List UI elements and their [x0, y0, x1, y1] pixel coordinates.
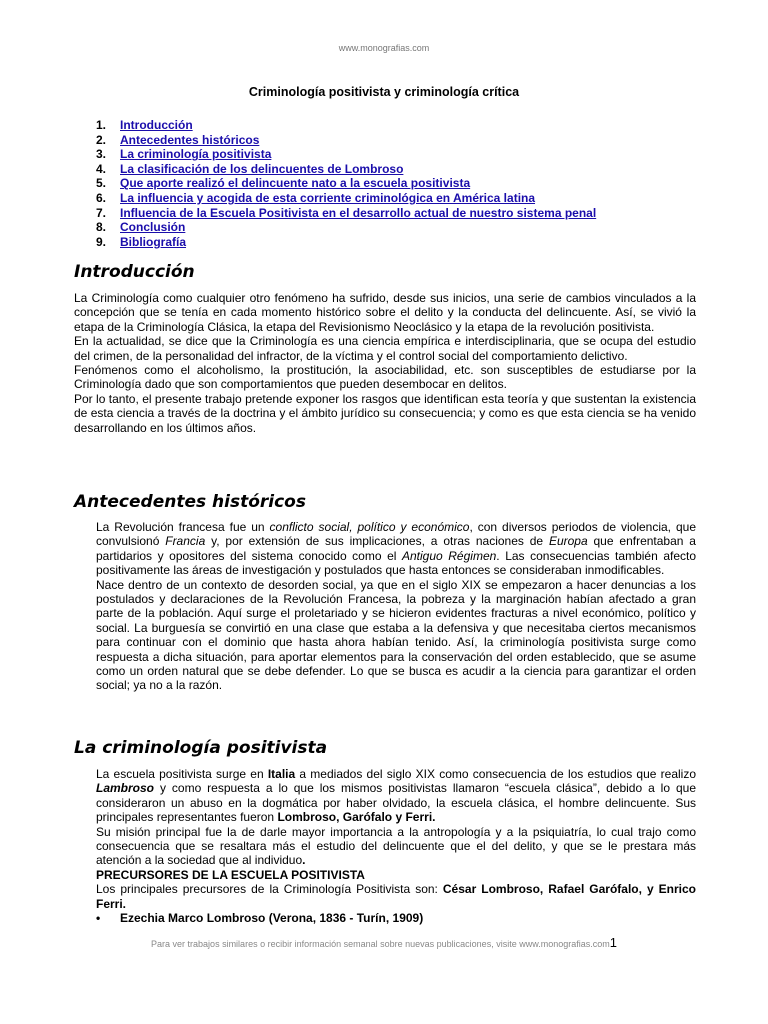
toc-link-introduccion[interactable]: Introducción	[120, 118, 193, 132]
toc-link-bibliografia[interactable]: Bibliografía	[120, 234, 187, 249]
toc-item: 6. La influencia y acogida de esta corriente criminológica en América latina	[96, 190, 536, 205]
toc-item: 4. La clasificación de los delincuentes de Lombroso	[96, 161, 404, 176]
site-header: www.monografias.com	[338, 43, 430, 53]
toc-item: 2. Antecedentes históricos	[96, 132, 260, 147]
toc-link-criminologia-positivista[interactable]: La criminología positivista	[120, 147, 272, 162]
toc-item: 5. Que aporte realizó el delincuente nato a la escuela positivista	[96, 176, 471, 191]
toc-link-conclusion[interactable]: Conclusión	[120, 220, 186, 235]
antecedentes-body	[96, 520, 696, 693]
document-title: Criminología positivista y criminología crítica	[248, 85, 520, 99]
toc-link-aporte[interactable]: Que aporte realizó el delincuente nato a la escuela positivista	[120, 176, 471, 191]
positivista-body	[96, 767, 696, 925]
paragraph: Los principales precursores de la Criminología Positivista son: César Lombroso, Rafael Garófalo, y Enrico Ferri.	[96, 882, 696, 911]
paragraph: La escuela positivista surge en Italia a mediados del siglo XIX como consecuencia de los estudios que realizo Lambroso y como respuesta a lo que los mismos positivistas llamaron “escuela clásica”, debido a lo que consideraron un abuso en la dogmática por haber olvidado, la escuela clásica, el hombre delincuente. Sus principales representantes fueron Lombroso, Garófalo y Ferri.	[96, 767, 696, 825]
page-number: 1	[609, 935, 617, 950]
table-of-contents	[96, 118, 596, 249]
paragraph: La Criminología como cualquier otro fenómeno ha sufrido, desde sus inicios, una serie de cambios vinculados a la concepción que se tenía en cada momento histórico sobre el delito y la conducta del delincuente. Así, se vivió la etapa de la Criminología Clásica, la etapa del Revisionismo Neoclásico y la etapa de la revolución positivista.	[74, 291, 696, 334]
toc-item: 8. Conclusión	[96, 220, 186, 235]
paragraph: Fenómenos como el alcoholismo, la prostitución, la asociabilidad, etc. son susceptibles de estudiarse por la Criminología dado que son comportamientos que pueden desembocar en delitos.	[74, 363, 696, 392]
bullet-item: • Ezechia Marco Lombroso (Verona, 1836 - Turín, 1909)	[96, 911, 424, 926]
paragraph: En la actualidad, se dice que la Criminología es una ciencia empírica e interdisciplinaria, que se ocupa del estudio del crimen, de la personalidad del infractor, de la víctima y el control social del comportamiento delictivo.	[74, 334, 696, 363]
toc-link-clasificacion[interactable]: La clasificación de los delincuentes de Lombroso	[120, 161, 404, 176]
toc-item: 3. La criminología positivista	[96, 147, 272, 162]
paragraph: Su misión principal fue la de darle mayor importancia a la antropología y a la psiquiatría, lo cual trajo como consecuencia que se resaltara más el estudio del delincuente que el del delito, y que se le prestara más atención a la sociedad que al individuo.	[96, 824, 696, 868]
section-heading-antecedentes: Antecedentes históricos	[74, 492, 306, 512]
intro-body	[74, 291, 696, 435]
section-heading-criminologia-positivista: La criminología positivista	[74, 738, 328, 758]
subheading-precursores: PRECURSORES DE LA ESCUELA POSITIVISTA	[96, 867, 365, 882]
toc-item: 9. Bibliografía	[96, 234, 187, 249]
paragraph: La Revolución francesa fue un conflicto social, político y económico, con diversos periodos de violencia, que convulsionó Francia y, por extensión de sus implicaciones, a otras naciones de Europa que enfrentaban a partidarios y opositores del sistema conocido como el Antiguo Régimen. Las consecuencias también afecto positivamente las áreas de investigación y postulados que hasta entonces se consideraban inmodificables.	[96, 520, 697, 578]
paragraph: Nace dentro de un contexto de desorden social, ya que en el siglo XIX se empezaron a hacer denuncias a los postulados y declaraciones de la Revolución Francesa, la pobreza y la marginación habían afectado a gran parte de la población. Aquí surge el proletariado y se hicieron evidentes fracturas a nivel económico, político y social. La burguesía se convirtió en una clase que estaba a la defensiva y que necesitaba ciertos mecanismos para continuar con el dominio que hasta ahora habían tenido. Así, la criminología positivista surge como respuesta a dicha situación, para aportar elementos para la conservación del orden establecido, que se asume como un orden natural que se debe defender. Lo que se busca es acudir a la ciencia para garantizar el orden social; ya no a la razón.	[96, 577, 696, 693]
toc-item: 1. Introducción	[96, 118, 193, 132]
paragraph: Por lo tanto, el presente trabajo pretende exponer los rasgos que identifican esta teoría y que sustentan la existencia de esta ciencia a través de la doctrina y el ámbito jurídico su consecuencia; y como es que esta ciencia se ha venido desarrollando en los últimos años.	[74, 391, 696, 435]
toc-link-influencia-escuela[interactable]: Influencia de la Escuela Positivista en el desarrollo actual de nuestro sistema penal	[120, 205, 597, 220]
toc-item: 7. Influencia de la Escuela Positivista en el desarrollo actual de nuestro sistema penal	[96, 205, 597, 220]
page-footer: Para ver trabajos similares o recibir información semanal sobre nuevas publicaciones, visite www.monografias.com1	[151, 935, 617, 950]
section-heading-introduccion: Introducción	[74, 262, 195, 282]
bullet-icon: •	[96, 911, 101, 926]
toc-link-antecedentes[interactable]: Antecedentes históricos	[120, 132, 260, 147]
toc-link-influencia-america[interactable]: La influencia y acogida de esta corriente criminológica en América latina	[120, 190, 536, 205]
